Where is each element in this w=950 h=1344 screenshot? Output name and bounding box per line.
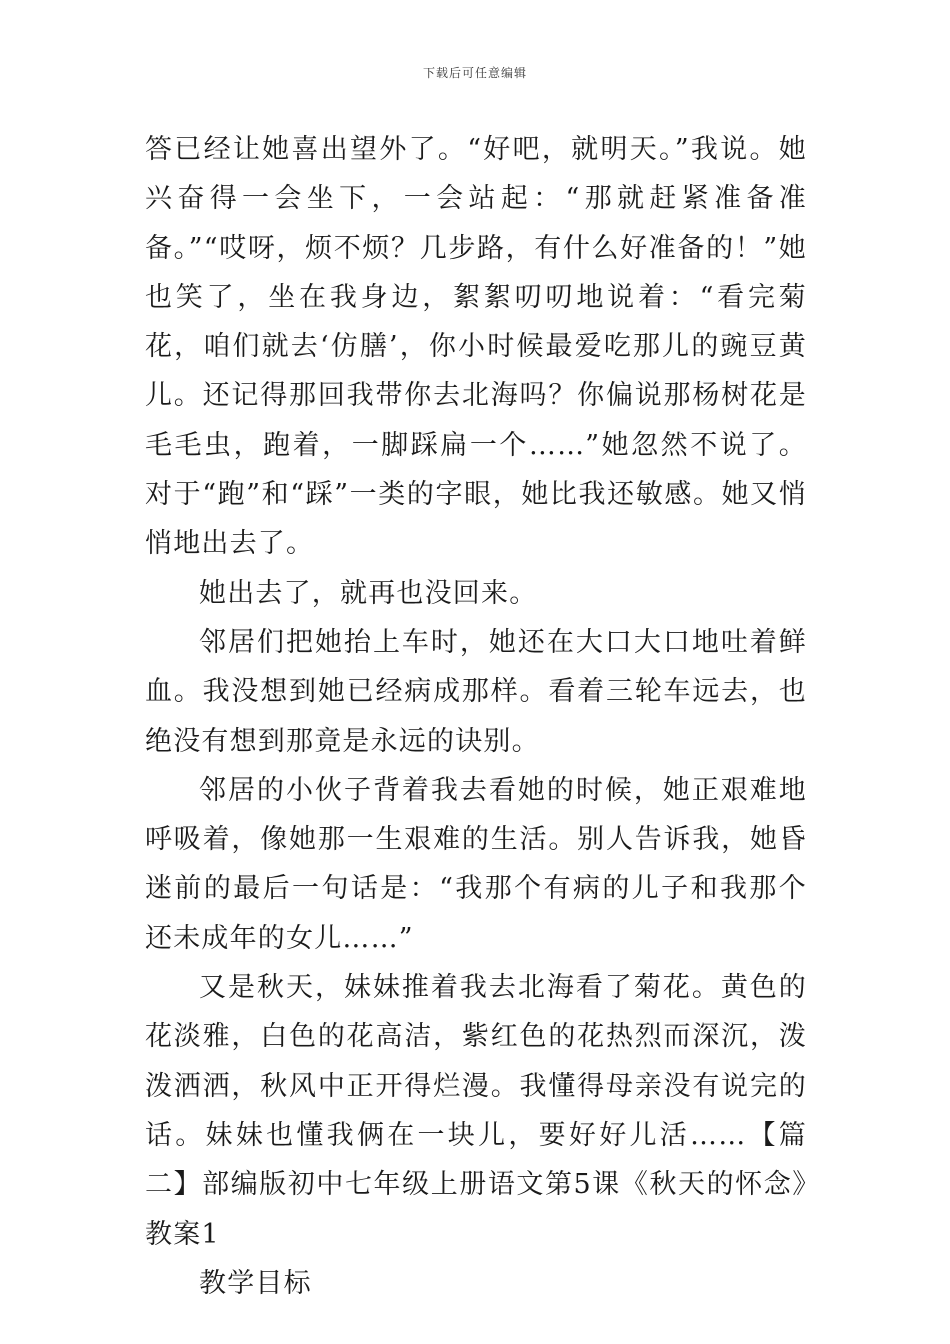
- paragraph: 又是秋天，妹妹推着我去北海看了菊花。黄色的花淡雅，白色的花高洁，紫红色的花热烈而深沉，泼泼洒洒，秋风中正开得烂漫。我懂得母亲没有说完的话。妹妹也懂我俩在一块儿，要好好儿活……【篇二】部编版初中七年级上册语文第5课《秋天的怀念》教案1: [145, 972, 807, 1250]
- paragraph: 邻居的小伙子背着我去看她的时候，她正艰难地呼吸着，像她那一生艰难的生活。别人告诉我，她昏迷前的最后一句话是：“我那个有病的儿子和我那个还未成年的女儿……”: [145, 774, 807, 954]
- section-heading: 教学目标: [199, 1267, 312, 1299]
- paragraph: 她出去了，就再也没回来。: [199, 577, 538, 609]
- page-header: 下载后可任意编辑: [422, 66, 527, 80]
- paragraph: 邻居们把她抬上车时，她还在大口大口地吐着鲜血。我没想到她已经病成那样。看着三轮车远去，也绝没有想到那竟是永远的诀别。: [145, 626, 807, 757]
- document-body: [145, 125, 807, 1308]
- paragraph-continued: 答已经让她喜出望外了。“好吧，就明天。”我说。她兴奋得一会坐下，一会站起：“那就赶紧准备准备。”“哎呀，烦不烦？几步路，有什么好准备的！”她也笑了，坐在我身边，絮絮叨叨地说着：“看完菊花，咱们就去‘仿膳’，你小时候最爱吃那儿的豌豆黄儿。还记得那回我带你去北海吗？你偏说那杨树花是毛毛虫，跑着，一脚踩扁一个……”她忽然不说了。对于“跑”和“踩”一类的字眼，她比我还敏感。她又悄悄地出去了。: [145, 134, 807, 560]
